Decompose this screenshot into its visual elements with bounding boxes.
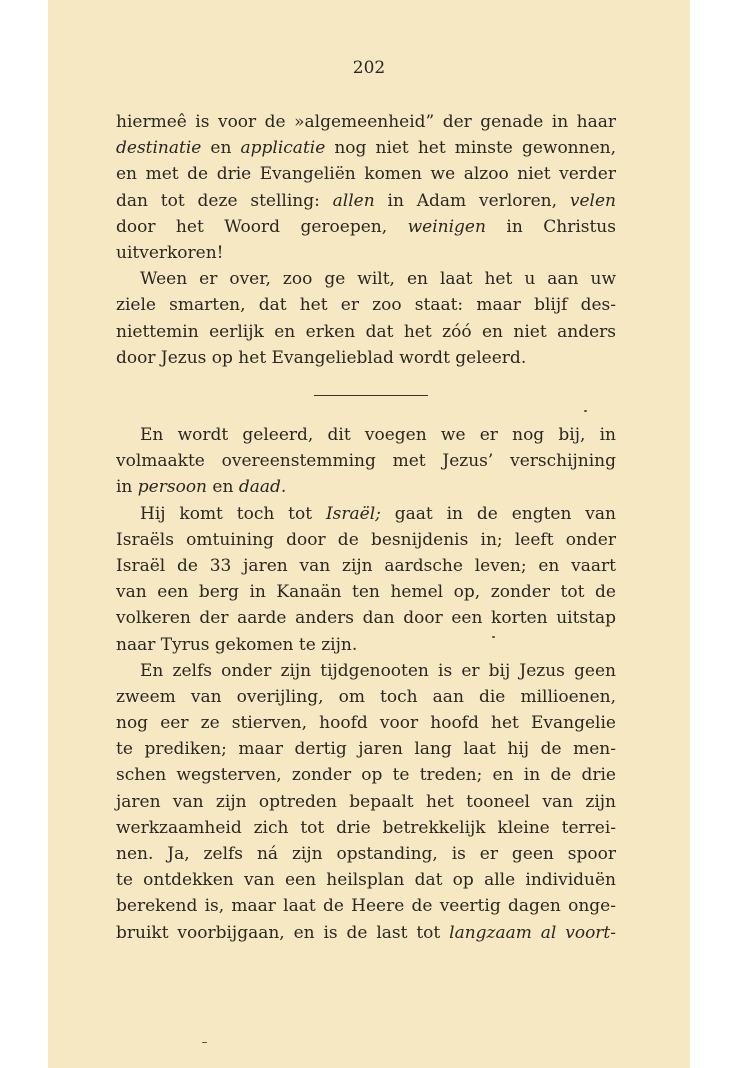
text-run: gaat in de engten van (380, 503, 616, 524)
text-line (116, 684, 616, 710)
italic-text: daad. (238, 477, 287, 498)
text-line (116, 161, 616, 187)
text-run: En wordt geleerd, dit voegen we er nog bij, in (140, 425, 616, 445)
section-separator (314, 395, 428, 396)
text-run: door het Woord geroepen, (116, 216, 408, 237)
text-run: en (207, 477, 239, 498)
text-run: van een berg in Kanaän ten hemel op, zonder tot de (116, 582, 616, 603)
text-run: uitverkoren! (116, 242, 224, 263)
text-line (116, 710, 616, 736)
page-number: 202 (352, 58, 386, 78)
text-run: jaren van zijn optreden bepaalt het tooneel van zijn (116, 791, 616, 812)
italic-text: langzaam al voort- (449, 922, 617, 943)
text-run: door Jezus op het Evangelieblad wordt geleerd. (116, 347, 527, 368)
text-line (116, 474, 616, 500)
text-line (116, 815, 616, 841)
italic-text: Israël; (325, 503, 381, 524)
text-run: nog niet het minste gewonnen, (325, 138, 616, 159)
text-line (116, 527, 616, 553)
text-run: in Christus (485, 216, 616, 237)
text-run: volkeren der aarde anders dan door een korten uitstap (116, 608, 616, 629)
text-line (116, 658, 616, 684)
italic-text: velen (569, 190, 616, 211)
text-run: Israëls omtuining door de besnijdenis in; leeft onder (116, 529, 616, 550)
text-line (116, 292, 616, 318)
text-run: en (201, 138, 241, 159)
text-run: hiermeê is voor de »algemeenheid” der genade in haar (116, 112, 616, 132)
text-block-2 (116, 422, 616, 946)
italic-text: weinigen (407, 216, 486, 237)
text-run: werkzaamheid zich tot drie betrekkelijk kleine terrei- (116, 817, 616, 838)
italic-text: allen (332, 190, 375, 211)
text-run: Ween er over, zoo ge wilt, en laat het u aan uw (140, 269, 616, 290)
text-line (116, 319, 616, 345)
text-line (116, 920, 616, 946)
text-line (116, 867, 616, 893)
ink-speck (202, 1042, 207, 1043)
text-line (116, 579, 616, 605)
italic-text: applicatie (240, 138, 326, 159)
text-run: berekend is, maar laat de Heere de veertig dagen onge- (116, 896, 616, 917)
book-page (48, 0, 690, 1068)
text-run: te prediken; maar dertig jaren lang laat hij de men- (116, 739, 616, 760)
text-run: bruikt voorbijgaan, en is de last tot (116, 922, 450, 943)
italic-text: destinatie (116, 138, 202, 159)
text-block-1 (116, 109, 616, 371)
text-run: te ontdekken van een heilsplan dat op alle individuën (116, 870, 616, 891)
text-line (116, 240, 616, 266)
text-line (116, 422, 616, 448)
text-line (116, 501, 616, 527)
text-line (116, 841, 616, 867)
text-run: Israël de 33 jaren van zijn aardsche leven; en vaart (116, 555, 616, 576)
italic-text: persoon (137, 477, 208, 498)
text-line (116, 109, 616, 135)
ink-speck (492, 636, 495, 638)
text-line (116, 789, 616, 815)
text-run: ziele smarten, dat het er zoo staat: maar blijf des- (116, 295, 616, 316)
text-line (116, 448, 616, 474)
text-run: en met de drie Evangeliën komen we alzoo niet verder (116, 164, 616, 185)
text-line (116, 605, 616, 631)
text-line (116, 762, 616, 788)
text-line (116, 736, 616, 762)
text-run: in (116, 477, 138, 498)
text-run: nen. Ja, zelfs ná zijn opstanding, is er geen spoor (116, 844, 616, 864)
text-run: naar Tyrus gekomen te zijn. (116, 634, 358, 655)
text-run: volmaakte overeenstemming met Jezus’ verschijning (116, 451, 616, 472)
text-run: in Adam verloren, (374, 190, 570, 211)
text-line (116, 632, 616, 658)
text-line (116, 893, 616, 919)
text-run: En zelfs onder zijn tijdgenooten is er bij Jezus geen (140, 660, 616, 681)
text-line (116, 214, 616, 240)
text-line (116, 553, 616, 579)
text-run: nog eer ze stierven, hoofd voor hoofd het Evangelie (116, 713, 616, 734)
text-run: niettemin eerlijk en erken dat het zóó en niet anders (116, 321, 616, 342)
text-line (116, 266, 616, 292)
ink-speck (584, 410, 587, 412)
text-line (116, 345, 616, 371)
text-run: dan tot deze stelling: (116, 190, 333, 211)
text-run: schen wegsterven, zonder op te treden; en in de drie (116, 765, 616, 786)
text-run: Hij komt toch tot (140, 503, 326, 524)
text-line (116, 188, 616, 214)
text-run: zweem van overijling, om toch aan die millioenen, (116, 686, 616, 707)
text-line (116, 135, 616, 161)
